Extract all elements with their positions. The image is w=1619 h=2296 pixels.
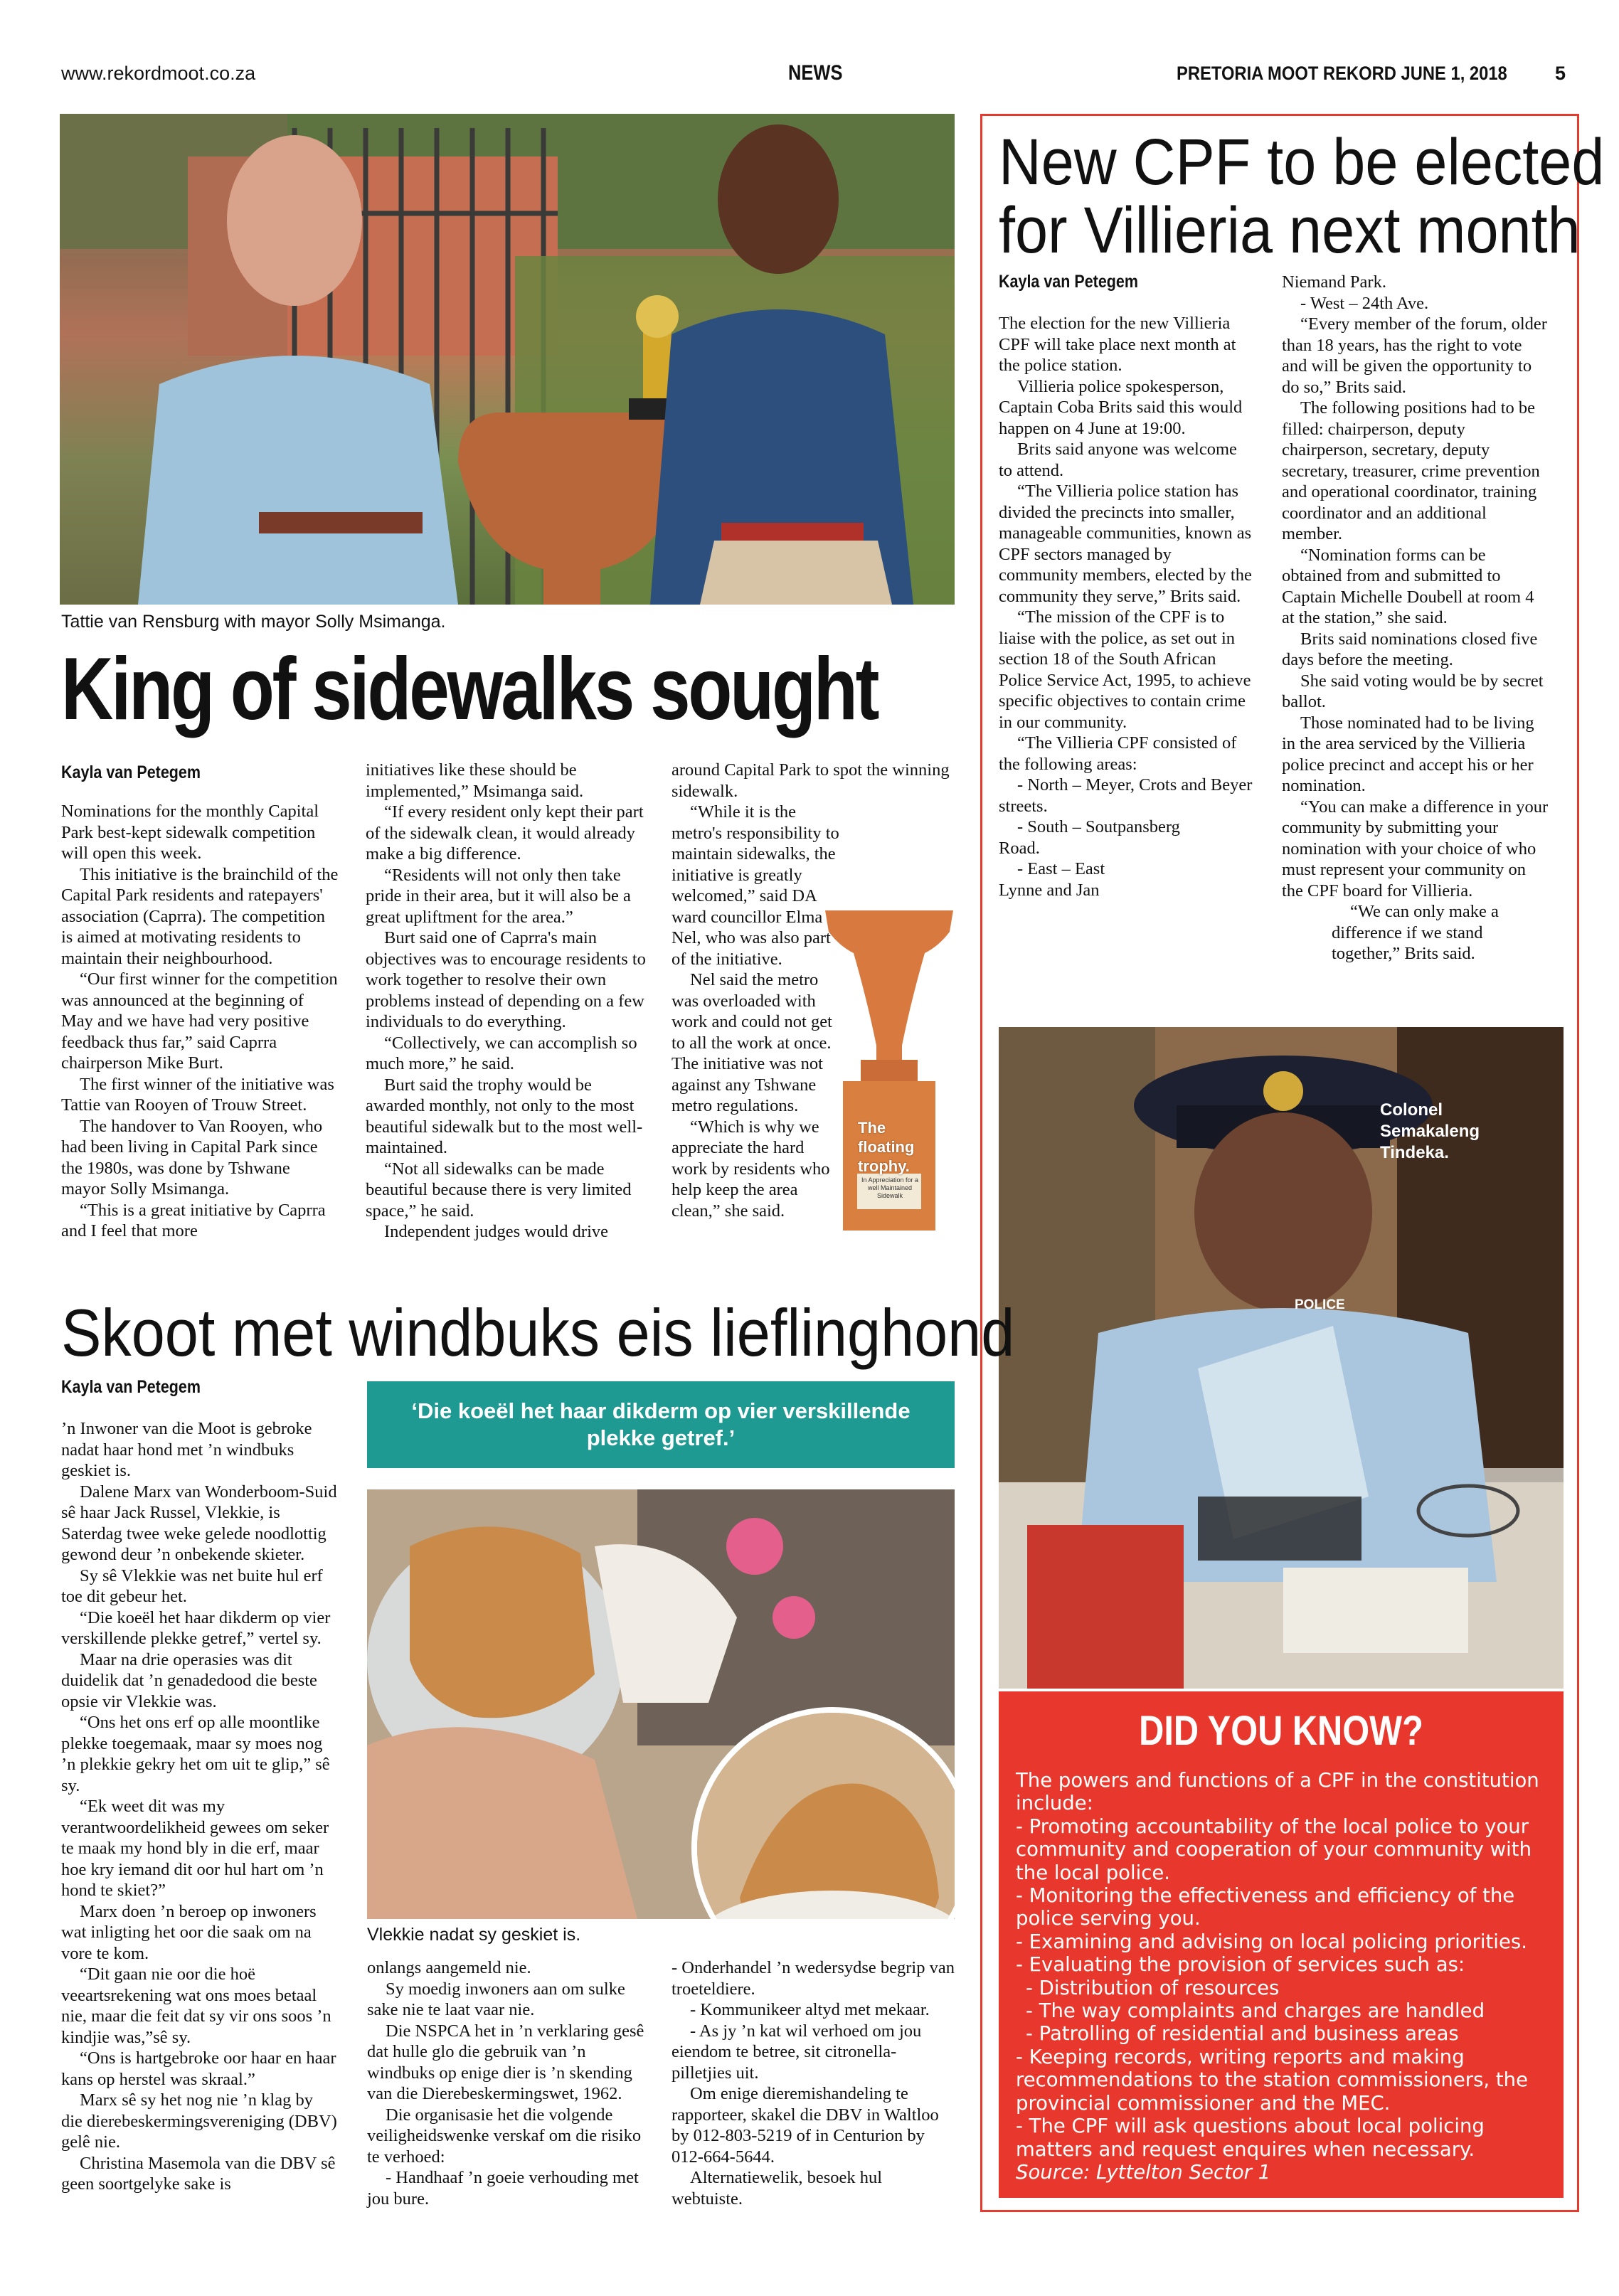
paragraph: initiatives like these should be implemented,” Msimanga said. xyxy=(366,760,584,801)
list-item: - The way complaints and charges are handled xyxy=(1026,1999,1485,2023)
paragraph: “Ons is hartgebroke oor haar en haar kans op herstel was skraal.” xyxy=(61,2048,336,2089)
paragraph: around Capital Park to spot the winning sidewalk. xyxy=(672,760,950,801)
paragraph: Marx sê sy het nog nie ’n klag by die dierebeskermingsvereniging (DBV) gelê nie. xyxy=(61,2090,337,2152)
dog-column-3 xyxy=(672,1957,956,2209)
sidewalks-column-1 xyxy=(61,801,339,1242)
headline-dog: Skoot met windbuks eis lieflinghond xyxy=(61,1295,1015,1370)
paragraph: “Which is why we appreciate the hard work by residents who help keep the area clean,” she said. xyxy=(672,1117,830,1221)
photo-caption: Tattie van Rensburg with mayor Solly Msimanga. xyxy=(61,612,446,632)
list-item: provincial commissioner and the MEC. xyxy=(1016,2091,1391,2115)
list-item: the local police. xyxy=(1016,1861,1171,1884)
floating-trophy-image xyxy=(818,903,960,1238)
dog-photo-caption: Vlekkie nadat sy geskiet is. xyxy=(367,1925,581,1945)
paragraph: Marx doen ’n beroep op inwoners wat inligting het oor die saak om na vore te kom. xyxy=(61,1901,317,1963)
pull-quote: ‘Die koeël het haar dikderm op vier verskillende plekke getref.’ xyxy=(367,1381,955,1468)
list-item: recommendations to the station commissioners, the xyxy=(1016,2068,1529,2092)
paragraph: - North – Meyer, Crots and Beyer streets. xyxy=(999,775,1253,816)
headline-cpf-line1: New CPF to be elected xyxy=(999,126,1605,198)
paragraph: Alternatiewelik, besoek hul webtuiste. xyxy=(672,2168,883,2209)
paragraph: The handover to Van Rooyen, who had been living in Capital Park since the 1980s, was done by Tshwane mayor Solly Msimanga. xyxy=(61,1116,323,1199)
paragraph: Those nominated had to be living in the area serviced by the Villieria police precinct and accept his or her nomination. xyxy=(1282,713,1534,795)
two-men-trophy-photo xyxy=(60,114,955,605)
paragraph: - Kommunikeer altyd met mekaar. xyxy=(690,2000,930,2019)
dog-column-2 xyxy=(367,1957,644,2209)
paragraph: Die organisasie het die volgende veiligheidswenke verskaf om die risiko te verhoed: xyxy=(367,2105,642,2167)
headline-sidewalks: King of sidewalks sought xyxy=(61,640,878,738)
colonel-caption: Colonel Semakaleng Tindeka. xyxy=(1380,1100,1480,1162)
list-item: community and cooperation of your community with xyxy=(1016,1838,1532,1861)
paragraph: “The mission of the CPF is to liaise with the police, as set out in section 18 of the South African Police Service Act, 1995, to achieve specific objectives to contain crime in our community. xyxy=(999,607,1251,732)
paragraph: The election for the new Villieria CPF will take place next month at the police station. xyxy=(999,314,1236,375)
paragraph: “Not all sidewalks can be made beautiful because there is very limited space,” he said. xyxy=(366,1159,632,1221)
paragraph: Dalene Marx van Wonderboom-Suid sê haar Jack Russel, Vlekkie, is Saterdag twee weke gelede noodlottig gewond deur ’n onbekende skieter. xyxy=(61,1482,337,1564)
paragraph: - Onderhandel ’n wedersydse begrip van troeteldiere. xyxy=(672,1958,955,1999)
website-url[interactable]: www.rekordmoot.co.za xyxy=(61,63,256,84)
paragraph: “Nomination forms can be obtained from and submitted to Captain Michelle Doubell at room 4 at the station,” she said. xyxy=(1282,545,1534,627)
byline-dog: Kayla van Petegem xyxy=(61,1377,201,1397)
paragraph: Burt said one of Caprra's main objectives was to encourage residents to work together to resolve their own problems instead of depending on a few individuals to do everything. xyxy=(366,928,646,1031)
sidewalks-column-2 xyxy=(366,760,650,1243)
paragraph: “Dit gaan nie oor die hoë veeartsrekening wat ons moes betaal nie, maar die feit dat sy vir ons soos ’n kindjie was,”sê sy. xyxy=(61,1965,331,2047)
paragraph: “The Villieria CPF consisted of the following areas: xyxy=(999,733,1237,774)
list-item: - The CPF will ask questions about local policing xyxy=(1016,2115,1485,2138)
did-you-know-list xyxy=(999,1769,1564,2184)
list-item: - Keeping records, writing reports and making xyxy=(1016,2045,1465,2068)
paragraph: Nel said the metro was overloaded with work and could not get to all the work at once. The initiative was not against any Tshwane metro regulations. xyxy=(672,970,832,1115)
trophy-plaque-text: In Appreciation for a well Maintained Sidewalk xyxy=(861,1176,919,1199)
list-item: - Distribution of resources xyxy=(1026,1976,1280,1999)
paragraph: The following positions had to be filled: chairperson, deputy chairperson, secretary, deputy secretary, treasurer, crime prevention and operational coordinator, training coordinator and an additional member. xyxy=(1282,398,1540,543)
paragraph: The first winner of the initiative was Tattie van Rooyen of Trouw Street. xyxy=(61,1074,334,1115)
paragraph: onlangs aangemeld nie. xyxy=(367,1958,531,1977)
paragraph: “Every member of the forum, older than 18 years, has the right to vote and will be given the opportunity to do so,” Brits said. xyxy=(1282,314,1547,397)
paragraph: “Die koeël het haar dikderm op vier verskillende plekke getref,” vertel sy. xyxy=(61,1607,331,1648)
paragraph: “Our first winner for the competition was announced at the beginning of May and we have had very positive feedback thus far,” said Caprra chairperson Mike Burt. xyxy=(61,969,338,1073)
list-item: - Evaluating the provision of services such as: xyxy=(1016,1953,1465,1977)
paragraph: Christina Masemola van die DBV sê geen soortgelyke sake is xyxy=(61,2153,336,2194)
paragraph: Niemand Park. xyxy=(1282,272,1386,292)
list-item: The powers and functions of a CPF in the constitution xyxy=(1016,1769,1539,1792)
did-you-know-title: DID YOU KNOW? xyxy=(1139,1708,1423,1754)
paragraph: “While it is the metro's responsibility to maintain sidewalks, the initiative is greatly welcomed,” said DA ward councillor Elma Nel, who was also part of the initiative. xyxy=(672,802,839,969)
paragraph: Brits said anyone was welcome to attend. xyxy=(999,440,1237,480)
paragraph: “This is a great initiative by Caprra and I feel that more xyxy=(61,1200,326,1240)
list-item: police serving you. xyxy=(1016,1907,1201,1930)
paragraph: “We can only make a difference if we stand together,” Brits said. xyxy=(1332,902,1499,963)
list-item: - Patrolling of residential and business areas xyxy=(1026,2022,1459,2046)
list-item: - Promoting accountability of the local police to your xyxy=(1016,1814,1529,1838)
paragraph: Maar na drie operasies was dit duidelik dat ’n genadedood die beste opsie vir Vlekkie was. xyxy=(61,1649,317,1711)
cpf-column-2 xyxy=(1282,272,1549,964)
paragraph: This initiative is the brainchild of the Capital Park residents and ratepayers' association (Caprra). The competition is aimed at motivating residents to maintain their neighbourhood. xyxy=(61,864,339,968)
list-item: - Examining and advising on local policing priorities. xyxy=(1016,1930,1527,1953)
trophy-caption: The floating trophy. xyxy=(858,1119,915,1175)
publication-dateline: PRETORIA MOOT REKORD JUNE 1, 2018 xyxy=(1177,63,1507,84)
section-label: NEWS xyxy=(788,61,843,85)
paragraph: “Ek weet dit was my verantwoordelikheid gewees om seker te maak my hond bly in die erf, maar hoe kry iemand dit oor hul hart om ’n hond te skiet?” xyxy=(61,1797,329,1900)
cpf-column-1 xyxy=(999,313,1255,900)
paragraph: “You can make a difference in your community by submitting your nomination with your choice of who must represent your community on the CPF board for Villieria. xyxy=(1282,797,1549,900)
list-item: include: xyxy=(1016,1792,1093,1815)
paragraph: ’n Inwoner van die Moot is gebroke nadat haar hond met ’n windbuks geskiet is. xyxy=(61,1419,312,1480)
dog-photo xyxy=(367,1489,955,1919)
paragraph: “If every resident only kept their part of the sidewalk clean, it would already make a big difference. xyxy=(366,802,644,863)
paragraph: She said voting would be by secret ballot. xyxy=(1282,671,1544,711)
byline-cpf: Kayla van Petegem xyxy=(999,272,1138,292)
paragraph: “Ons het ons erf op alle moontlike plekke toegemaak, maar sy moes nog ’n plekkie gekry het om uit te glip,” sê sy. xyxy=(61,1713,330,1795)
paragraph: Burt said the trophy would be awarded monthly, not only to the most beautiful sidewalk but to the most well-maintained. xyxy=(366,1075,643,1157)
paragraph: “Collectively, we can accomplish so much more,” he said. xyxy=(366,1033,637,1073)
list-item: matters and request enquires when necessary. xyxy=(1016,2137,1475,2161)
paragraph: - South – Soutpansberg Road. xyxy=(999,817,1180,858)
paragraph: Villieria police spokesperson, Captain Coba Brits said this would happen on 4 June at 19:00. xyxy=(999,376,1243,438)
did-you-know-panel xyxy=(999,1691,1564,2198)
paragraph: Independent judges would drive xyxy=(384,1222,609,1241)
page-number: 5 xyxy=(1555,63,1566,84)
paragraph: Die NSPCA het in ’n verklaring gesê dat hulle glo die gebruik van ’n windbuks op enige dier is ’n skending van die Dierebeskermingswet, 1962. xyxy=(367,2021,644,2103)
list-item: - Monitoring the effectiveness and efficiency of the xyxy=(1016,1884,1515,1908)
police-shirt-label: POLICE xyxy=(1295,1297,1345,1312)
paragraph: Nominations for the monthly Capital Park best-kept sidewalk competition will open this week. xyxy=(61,802,319,863)
paragraph: Sy sê Vlekkie was net buite hul erf toe dit gebeur het. xyxy=(61,1566,323,1606)
paragraph: - East – East Lynne and Jan xyxy=(999,859,1105,900)
paragraph: Brits said nominations closed five days before the meeting. xyxy=(1282,629,1538,669)
byline-sidewalks: Kayla van Petegem xyxy=(61,762,201,782)
paragraph: - West – 24th Ave. xyxy=(1300,293,1429,313)
paragraph: - As jy ’n kat wil verhoed om jou eiendom te betree, sit citronella-pilletjies uit. xyxy=(672,2021,922,2083)
source-note: Source: Lyttelton Sector 1 xyxy=(1016,2160,1271,2184)
paragraph: Sy moedig inwoners aan om sulke sake nie te laat vaar nie. xyxy=(367,1979,625,2019)
paragraph: “Residents will not only then take pride in their area, but it will also be a great upliftment for the area.” xyxy=(366,865,631,927)
dog-column-1 xyxy=(61,1418,339,2195)
headline-cpf-line2: for Villieria next month xyxy=(999,194,1581,267)
paragraph: - Handhaaf ’n goeie verhouding met jou bure. xyxy=(367,2168,639,2209)
paragraph: Om enige dieremishandeling te rapporteer, skakel die DBV in Waltloo by 012-803-5219 of in Centurion by 012-664-5644. xyxy=(672,2084,939,2167)
paragraph: “The Villieria police station has divided the precincts into smaller, manageable communities, known as CPF sectors managed by community members, elected by the community they serve,” Brits said. xyxy=(999,482,1252,606)
